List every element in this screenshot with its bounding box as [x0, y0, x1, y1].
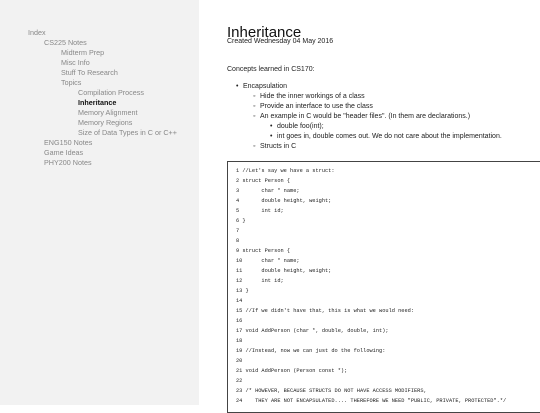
code-line: 1 //Let's say we have a struct: [236, 168, 335, 174]
code-line: 7 [236, 228, 240, 234]
bullet-marker: • [270, 133, 273, 140]
nav-item-eng150-notes[interactable]: ENG150 Notes [44, 138, 93, 147]
code-line: 3 char * name; [236, 188, 300, 194]
bullet-text: Encapsulation [243, 83, 287, 90]
bullet-header-files-example [253, 112, 471, 121]
bullet-marker: • [270, 123, 273, 130]
bullet-encapsulation [236, 82, 287, 91]
code-line: 4 double height, weight; [236, 198, 332, 204]
main-content [227, 0, 540, 405]
code-line: 18 [236, 338, 243, 344]
bullet-hide-inner-workings [253, 92, 365, 101]
nav-item-phy200-notes[interactable]: PHY200 Notes [44, 158, 92, 167]
code-line: 24 THEY ARE NOT ENCAPSULATED.... THEREFORE WE NEED "PUBLIC, PRIVATE, PROTECTED".*/ [236, 398, 507, 404]
nav-item-cs225-notes[interactable]: CS225 Notes [44, 38, 87, 47]
code-line: 23 /* HOWEVER, BECAUSE STRUCTS DO NOT HAVE ACCESS MODIFIERS, [236, 388, 427, 394]
code-line: 2 struct Person { [236, 178, 291, 184]
bullet-structs-in-c [253, 142, 297, 151]
bullet-text: Structs in C [260, 143, 297, 150]
bullet-marker: ◦ [253, 143, 256, 150]
bullet-marker: ◦ [253, 113, 256, 120]
nav-item-midterm-prep[interactable]: Midterm Prep [61, 48, 105, 57]
code-line: 14 [236, 298, 243, 304]
nav-item-game-ideas[interactable]: Game Ideas [44, 148, 84, 157]
code-line: 5 int id; [236, 208, 284, 214]
code-line: 15 //If we didn't have that, this is what we would need: [236, 308, 415, 314]
nav-item-inheritance[interactable]: Inheritance [78, 98, 117, 107]
code-line: 19 //Instead, now we can just do the following: [236, 348, 386, 354]
bullet-text: double foo(int); [277, 123, 324, 130]
bullet-int-goes-in [270, 132, 502, 141]
code-line: 17 void AddPerson (char *, double, double, int); [236, 328, 389, 334]
bullet-provide-interface [253, 102, 373, 111]
nav-item-memory-alignment[interactable]: Memory Alignment [78, 108, 138, 117]
nav-item-size-of-data-types[interactable]: Size of Data Types in C or C++ [78, 128, 177, 137]
code-line: 20 [236, 358, 243, 364]
code-line: 16 [236, 318, 243, 324]
bullet-text: An example in C would be "header files". (In them are declarations.) [260, 113, 471, 120]
bullet-text: Provide an interface to use the class [260, 103, 373, 110]
bullet-double-foo [270, 122, 324, 131]
nav-item-misc-info[interactable]: Misc Info [61, 58, 90, 67]
code-line: 6 } [236, 218, 246, 224]
page-title: Inheritance [227, 24, 302, 41]
code-line: 13 } [236, 288, 249, 294]
nav-item-memory-regions[interactable]: Memory Regions [78, 118, 133, 127]
sidebar [0, 0, 199, 405]
nav-item-index[interactable]: Index [28, 28, 46, 37]
code-line: 11 double height, weight; [236, 268, 332, 274]
bullet-text: int goes in, double comes out. We do not care about the implementation. [277, 133, 502, 140]
bullet-text: Hide the inner workings of a class [260, 93, 365, 100]
code-line: 12 int id; [236, 278, 284, 284]
bullet-marker: ◦ [253, 103, 256, 110]
bullet-marker: • [236, 83, 239, 90]
code-line: 22 [236, 378, 243, 384]
code-line: 8 [236, 238, 240, 244]
nav-item-topics[interactable]: Topics [61, 78, 82, 87]
nav-item-stuff-to-research[interactable]: Stuff To Research [61, 68, 118, 77]
page-created-date: Created Wednesday 04 May 2016 [227, 38, 334, 45]
nav-item-compilation-process[interactable]: Compilation Process [78, 88, 144, 97]
code-line: 21 void AddPerson (Person const *); [236, 368, 348, 374]
code-line: 10 char * name; [236, 258, 300, 264]
code-line: 9 struct Person { [236, 248, 291, 254]
intro-text: Concepts learned in CS170: [227, 66, 315, 73]
code-block [227, 161, 540, 413]
bullet-marker: ◦ [253, 93, 256, 100]
